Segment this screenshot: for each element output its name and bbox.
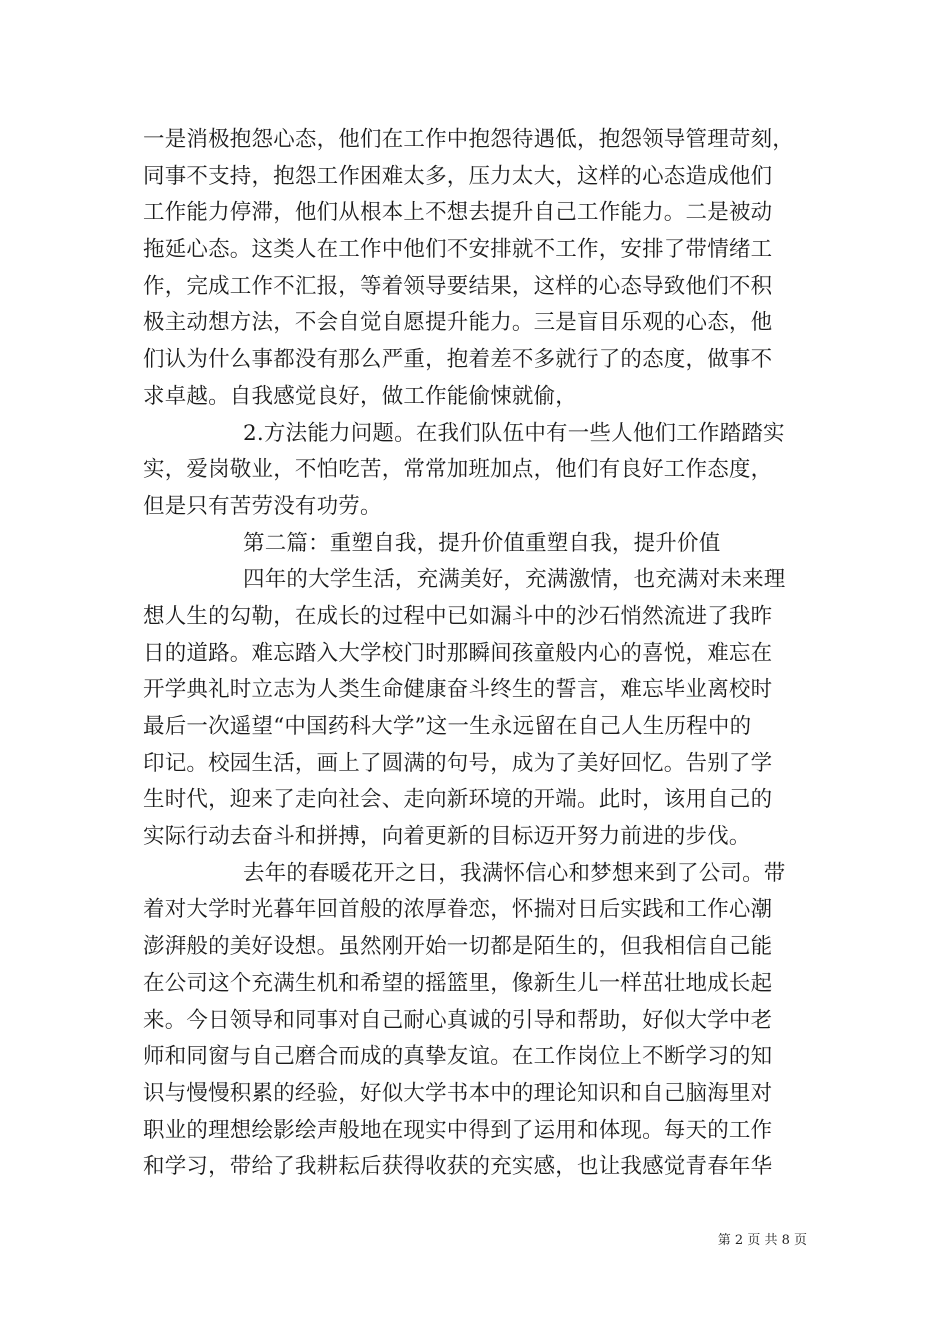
text-line: 但是只有苦劳没有功劳。 xyxy=(143,493,382,519)
text-line: 一是消极抱怨心态，他们在工作中抱怨待遇低，抱怨领导管理苛刻， xyxy=(143,127,795,152)
text-line: 去年的春暖花开之日，我满怀信心和梦想来到了公司。带 xyxy=(243,860,786,886)
text-line: 生时代，迎来了走向社会、走向新环境的开端。此时，该用自己的 xyxy=(143,787,773,813)
text-line: 四年的大学生活，充满美好，充满激情，也充满对未来理 xyxy=(243,567,786,593)
text-line: 们认为什么事都没有那么严重，抱着差不多就行了的态度，做事不 xyxy=(143,347,773,373)
text-line: 着对大学时光暮年回首般的浓厚眷恋，怀揣对日后实践和工作心潮 xyxy=(143,897,773,923)
text-line: 作，完成工作不汇报，等着领导要结果，这样的心态导致他们不积 xyxy=(143,273,773,299)
text-line: 工作能力停滞，他们从根本上不想去提升自己工作能力。二是被动 xyxy=(143,200,773,226)
text-line: 第二篇：重塑自我，提升价值重塑自我，提升价值 xyxy=(243,530,721,556)
document-body xyxy=(143,122,809,1186)
text-line: 同事不支持，抱怨工作困难太多，压力太大，这样的心态造成他们 xyxy=(143,163,773,189)
text-line: 和学习，带给了我耕耘后获得收获的充实感，也让我感觉青春年华 xyxy=(143,1154,773,1180)
text-line: 拖延心态。这类人在工作中他们不安排就不工作，安排了带情绪工 xyxy=(143,237,773,263)
text-line: 开学典礼时立志为人类生命健康奋斗终生的誓言，难忘毕业离校时 xyxy=(143,677,773,703)
text-line: 最后一次遥望“中国药科大学”这一生永远留在自己人生历程中的 xyxy=(143,714,752,739)
text-line: 印记。校园生活，画上了圆满的句号，成为了美好回忆。告别了学 xyxy=(143,750,773,776)
text-line: 求卓越。自我感觉良好，做工作能偷悚就偷， xyxy=(143,383,578,409)
text-line: 来。今日领导和同事对自己耐心真诚的引导和帮助，好似大学中老 xyxy=(143,1007,773,1033)
text-line: 澎湃般的美好设想。虽然刚开始一切都是陌生的，但我相信自己能 xyxy=(143,934,773,960)
text-line: 在公司这个充满生机和希望的摇篮里，像新生儿一样茁壮地成长起 xyxy=(143,970,773,996)
text-line: 实，爱岗敬业，不怕吃苦，常常加班加点，他们有良好工作态度， xyxy=(143,457,773,483)
text-line: 想人生的勾勒，在成长的过程中已如漏斗中的沙石悄然流进了我昨 xyxy=(143,603,773,629)
text-line: 识与慢慢积累的经验，好似大学书本中的理论知识和自己脑海里对 xyxy=(143,1080,773,1106)
page-number-footer: 第 2 页 共 8 页 xyxy=(717,1233,807,1248)
text-line: 职业的理想绘影绘声般地在现实中得到了运用和体现。每天的工作 xyxy=(143,1117,773,1143)
text-line: 极主动想方法，不会自觉自愿提升能力。三是盲目乐观的心态，他 xyxy=(143,310,773,336)
text-line: 实际行动去奋斗和拼搏，向着更新的目标迈开努力前进的步伐。 xyxy=(143,824,751,850)
text-line: 日的道路。难忘踏入大学校门时那瞬间孩童般内心的喜悦，难忘在 xyxy=(143,640,773,666)
text-line: 2.方法能力问题。在我们队伍中有一些人他们工作踏踏实 xyxy=(243,420,785,446)
text-line: 师和同窗与自己磨合而成的真挚友谊。在工作岗位上不断学习的知 xyxy=(143,1044,773,1070)
